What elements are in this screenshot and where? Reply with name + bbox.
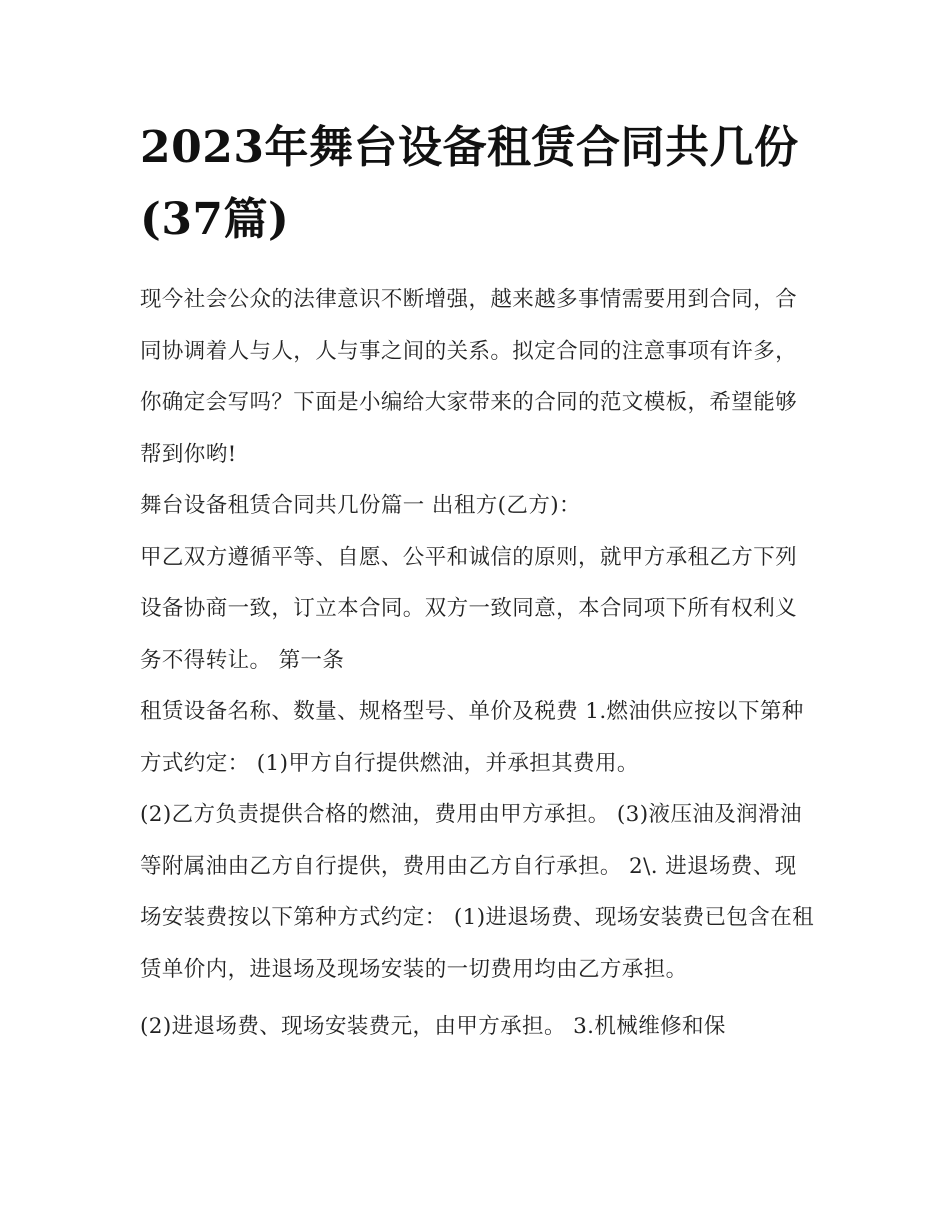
document-title: 2023年舞台设备租赁合同共几份(37篇) [140, 122, 799, 245]
paragraph-principles: 甲乙双方遵循平等、自愿、公平和诚信的原则，就甲方承租乙方下列设备协商一致，订立本合同。双方一致同意，本合同项下所有权利义务不得转让。 第一条 [140, 544, 798, 673]
document-body [140, 274, 815, 1053]
paragraph-oil-and-fees: (2)乙方负责提供合格的燃油，费用由甲方承担。 (3)液压油及润滑油等附属油由乙方自行提供，费用由乙方自行承担。 2\. 进退场费、现场安装费按以下第种方式约定： (1)进退场费、现场安装费已包含在租赁单价内，进退场及现场安装的一切费用均由乙方承担。 [140, 802, 814, 982]
paragraph-intro: 现今社会公众的法律意识不断增强，越来越多事情需要用到合同，合同协调着人与人，人与事之间的关系。拟定合同的注意事项有许多，你确定会写吗？下面是小编给大家带来的合同的范文模板，希望能够帮到你哟! [140, 287, 798, 467]
paragraph-section-one-heading: 舞台设备租赁合同共几份篇一 出租方(乙方)： [140, 493, 581, 518]
paragraph-install-fee: (2)进退场费、现场安装费元，由甲方承担。 3.机械维修和保 [140, 1014, 726, 1039]
document-page [140, 112, 815, 1053]
paragraph-equipment-fuel: 租赁设备名称、数量、规格型号、单价及税费 1.燃油供应按以下第种方式约定： (1)甲方自行提供燃油，并承担其费用。 [140, 699, 804, 776]
